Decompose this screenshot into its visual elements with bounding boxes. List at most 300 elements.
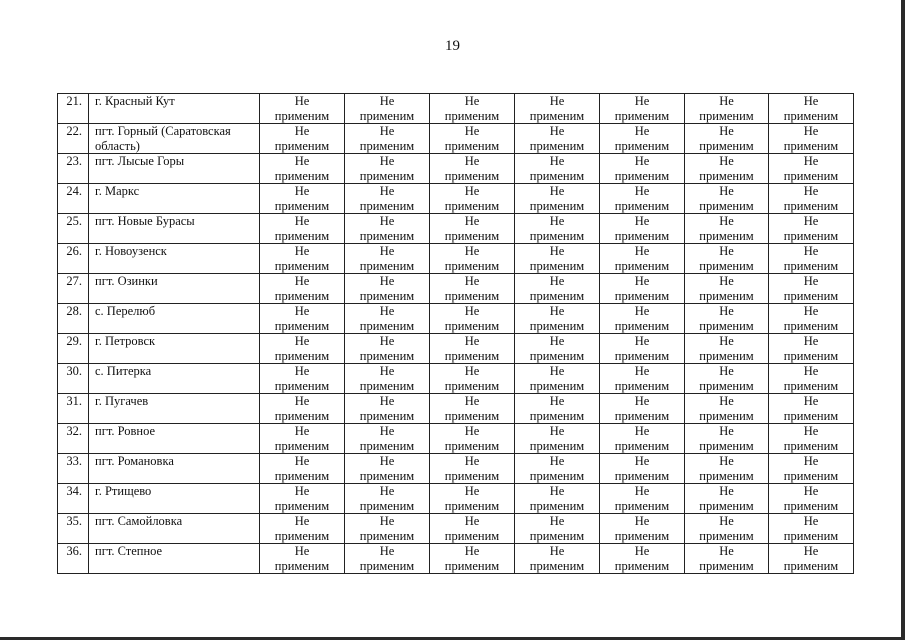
status-cell [430, 124, 515, 154]
status-line-1: Не [549, 454, 565, 468]
status-line-1: Не [634, 544, 650, 558]
status-line-1: Не [803, 454, 819, 468]
status-cell [430, 424, 515, 454]
status-cell [769, 424, 854, 454]
status-cell [345, 304, 430, 334]
status-cell [769, 454, 854, 484]
status-line-1: Не [803, 334, 819, 348]
status-line-2: применим [614, 558, 670, 573]
status-cell [260, 124, 345, 154]
row-number: 24. [58, 184, 89, 214]
status-line-2: применим [783, 258, 839, 273]
status-line-1: Не [634, 214, 650, 228]
status-cell [600, 184, 685, 214]
status-cell [430, 184, 515, 214]
status-line-1: Не [464, 454, 480, 468]
row-number: 21. [58, 94, 89, 124]
status-line-1: Не [719, 154, 734, 168]
status-cell [600, 424, 685, 454]
status-cell [769, 154, 854, 184]
status-line-2: применим [783, 408, 839, 423]
status-cell [515, 154, 600, 184]
status-cell [430, 334, 515, 364]
status-cell [345, 424, 430, 454]
status-cell [685, 364, 769, 394]
status-cell [515, 364, 600, 394]
status-cell [685, 94, 769, 124]
status-cell [515, 544, 600, 574]
status-line-1: Не [294, 514, 310, 528]
status-line-1: Не [634, 94, 650, 108]
scan-edge-right [901, 0, 905, 640]
status-line-2: применим [614, 168, 670, 183]
status-line-2: применим [614, 468, 670, 483]
status-line-2: применим [783, 198, 839, 213]
status-cell [260, 364, 345, 394]
status-cell [769, 94, 854, 124]
status-line-1: Не [549, 334, 565, 348]
status-cell [345, 454, 430, 484]
status-line-1: Не [379, 244, 395, 258]
status-cell [769, 244, 854, 274]
status-line-2: применим [274, 408, 330, 423]
status-line-1: Не [294, 304, 310, 318]
status-line-2: применим [444, 498, 500, 513]
status-line-2: применим [699, 288, 754, 303]
status-cell [600, 514, 685, 544]
row-number: 26. [58, 244, 89, 274]
status-line-2: применим [699, 408, 754, 423]
status-cell [260, 184, 345, 214]
status-line-1: Не [379, 184, 395, 198]
status-line-1: Не [803, 514, 819, 528]
status-line-2: применим [529, 288, 585, 303]
status-line-2: применим [359, 288, 415, 303]
status-line-1: Не [379, 94, 395, 108]
status-line-2: применим [529, 138, 585, 153]
table-row [58, 94, 854, 124]
status-cell [769, 214, 854, 244]
status-cell [515, 94, 600, 124]
status-line-2: применим [529, 198, 585, 213]
status-cell [260, 244, 345, 274]
status-line-2: применим [444, 288, 500, 303]
status-cell [685, 244, 769, 274]
table-row [58, 184, 854, 214]
status-line-2: применим [274, 288, 330, 303]
status-cell [430, 364, 515, 394]
status-line-1: Не [379, 394, 395, 408]
table-row [58, 334, 854, 364]
status-line-1: Не [803, 304, 819, 318]
status-line-2: применим [274, 558, 330, 573]
status-line-1: Не [634, 124, 650, 138]
settlement-name: с. Питерка [89, 364, 260, 394]
status-line-2: применим [699, 498, 754, 513]
table-row [58, 124, 854, 154]
status-line-2: применим [274, 108, 330, 123]
status-line-1: Не [379, 364, 395, 378]
status-line-2: применим [444, 438, 500, 453]
status-line-1: Не [634, 244, 650, 258]
status-line-1: Не [379, 424, 395, 438]
status-line-1: Не [549, 214, 565, 228]
status-line-1: Не [719, 544, 734, 558]
status-line-2: применим [614, 138, 670, 153]
status-line-1: Не [294, 124, 310, 138]
table-row [58, 544, 854, 574]
status-line-1: Не [634, 154, 650, 168]
status-line-1: Не [464, 304, 480, 318]
status-cell [769, 334, 854, 364]
status-cell [515, 484, 600, 514]
table-row [58, 454, 854, 484]
status-cell [260, 274, 345, 304]
status-line-2: применим [699, 528, 754, 543]
status-cell [260, 484, 345, 514]
row-number: 36. [58, 544, 89, 574]
row-number: 29. [58, 334, 89, 364]
status-line-1: Не [634, 274, 650, 288]
status-line-2: применим [614, 228, 670, 243]
status-line-1: Не [634, 454, 650, 468]
status-line-2: применим [783, 138, 839, 153]
status-cell [600, 154, 685, 184]
status-cell [260, 214, 345, 244]
status-line-1: Не [464, 394, 480, 408]
status-line-2: применим [783, 318, 839, 333]
status-line-1: Не [634, 514, 650, 528]
status-cell [600, 274, 685, 304]
status-line-1: Не [549, 304, 565, 318]
status-cell [600, 394, 685, 424]
status-line-1: Не [719, 424, 734, 438]
status-line-1: Не [379, 304, 395, 318]
status-line-2: применим [359, 228, 415, 243]
row-number: 31. [58, 394, 89, 424]
status-line-2: применим [444, 348, 500, 363]
status-line-1: Не [549, 484, 565, 498]
status-cell [515, 514, 600, 544]
status-cell [345, 244, 430, 274]
status-cell [260, 454, 345, 484]
status-line-2: применим [529, 558, 585, 573]
status-line-2: применим [274, 528, 330, 543]
row-number: 30. [58, 364, 89, 394]
status-line-1: Не [803, 394, 819, 408]
status-line-2: применим [783, 438, 839, 453]
status-line-1: Не [464, 484, 480, 498]
status-line-1: Не [803, 94, 819, 108]
status-cell [430, 154, 515, 184]
status-line-1: Не [379, 454, 395, 468]
status-cell [685, 394, 769, 424]
status-line-2: применим [444, 168, 500, 183]
status-cell [515, 214, 600, 244]
status-line-2: применим [529, 438, 585, 453]
status-cell [515, 424, 600, 454]
status-line-2: применим [529, 168, 585, 183]
status-line-2: применим [783, 528, 839, 543]
status-cell [600, 214, 685, 244]
status-line-1: Не [294, 274, 310, 288]
status-line-1: Не [294, 424, 310, 438]
status-line-2: применим [614, 288, 670, 303]
status-line-1: Не [464, 334, 480, 348]
status-cell [685, 514, 769, 544]
status-cell [430, 394, 515, 424]
settlement-name: г. Маркс [89, 184, 260, 214]
status-line-1: Не [634, 394, 650, 408]
status-line-2: применим [359, 168, 415, 183]
status-line-1: Не [549, 274, 565, 288]
status-cell [515, 124, 600, 154]
status-line-2: применим [529, 258, 585, 273]
status-line-1: Не [379, 484, 395, 498]
status-line-2: применим [444, 378, 500, 393]
status-line-2: применим [359, 438, 415, 453]
status-line-1: Не [634, 424, 650, 438]
table-row [58, 154, 854, 184]
status-cell [515, 184, 600, 214]
status-line-1: Не [719, 334, 734, 348]
row-number: 23. [58, 154, 89, 184]
status-cell [600, 94, 685, 124]
status-line-2: применим [444, 528, 500, 543]
status-line-1: Не [294, 544, 310, 558]
status-line-1: Не [549, 154, 565, 168]
status-line-2: применим [783, 228, 839, 243]
status-line-2: применим [614, 258, 670, 273]
status-line-2: применим [444, 228, 500, 243]
settlement-name: пгт. Новые Бурасы [89, 214, 260, 244]
status-cell [515, 394, 600, 424]
status-line-2: применим [614, 378, 670, 393]
status-cell [260, 514, 345, 544]
status-line-2: применим [699, 138, 754, 153]
status-line-2: применим [529, 468, 585, 483]
status-cell [685, 334, 769, 364]
table-row [58, 364, 854, 394]
status-line-1: Не [549, 544, 565, 558]
row-number: 25. [58, 214, 89, 244]
settlement-name: с. Перелюб [89, 304, 260, 334]
status-line-2: применим [274, 258, 330, 273]
table-row [58, 244, 854, 274]
settlement-name: пгт. Озинки [89, 274, 260, 304]
status-line-1: Не [719, 304, 734, 318]
status-line-1: Не [464, 124, 480, 138]
status-line-2: применим [274, 378, 330, 393]
status-line-1: Не [634, 334, 650, 348]
status-line-1: Не [379, 154, 395, 168]
status-line-2: применим [699, 348, 754, 363]
status-line-1: Не [464, 544, 480, 558]
status-line-1: Не [803, 244, 819, 258]
status-cell [600, 454, 685, 484]
status-line-2: применим [783, 468, 839, 483]
status-cell [430, 94, 515, 124]
status-cell [685, 274, 769, 304]
status-cell [430, 304, 515, 334]
status-cell [600, 364, 685, 394]
status-line-1: Не [803, 124, 819, 138]
table-row [58, 484, 854, 514]
status-cell [345, 274, 430, 304]
status-cell [600, 124, 685, 154]
status-line-1: Не [549, 184, 565, 198]
status-line-2: применим [359, 258, 415, 273]
status-line-1: Не [379, 274, 395, 288]
status-line-2: применим [529, 348, 585, 363]
status-line-2: применим [274, 438, 330, 453]
status-cell [769, 394, 854, 424]
status-cell [430, 214, 515, 244]
status-cell [345, 394, 430, 424]
status-line-2: применим [783, 498, 839, 513]
settlement-name: г. Пугачев [89, 394, 260, 424]
status-cell [769, 304, 854, 334]
status-line-1: Не [803, 214, 819, 228]
status-cell [260, 94, 345, 124]
table-row [58, 394, 854, 424]
table-row [58, 424, 854, 454]
status-line-2: применим [614, 108, 670, 123]
status-line-2: применим [444, 318, 500, 333]
row-number: 27. [58, 274, 89, 304]
status-line-2: применим [444, 198, 500, 213]
status-line-1: Не [719, 274, 734, 288]
status-cell [260, 334, 345, 364]
status-line-1: Не [294, 484, 310, 498]
row-number: 34. [58, 484, 89, 514]
status-line-2: применим [359, 318, 415, 333]
status-cell [345, 154, 430, 184]
row-number: 35. [58, 514, 89, 544]
status-cell [685, 454, 769, 484]
status-cell [769, 184, 854, 214]
status-cell [685, 214, 769, 244]
status-line-2: применим [783, 288, 839, 303]
table-row [58, 214, 854, 244]
status-cell [600, 544, 685, 574]
status-line-2: применим [359, 108, 415, 123]
row-number: 32. [58, 424, 89, 454]
status-cell [769, 484, 854, 514]
status-line-2: применим [529, 108, 585, 123]
status-line-1: Не [379, 514, 395, 528]
status-line-2: применим [699, 378, 754, 393]
status-line-2: применим [529, 408, 585, 423]
status-cell [345, 94, 430, 124]
status-cell [600, 304, 685, 334]
status-line-2: применим [274, 168, 330, 183]
status-cell [769, 124, 854, 154]
status-line-1: Не [549, 94, 565, 108]
status-line-1: Не [719, 244, 734, 258]
status-line-1: Не [719, 484, 734, 498]
status-cell [515, 244, 600, 274]
status-line-2: применим [444, 108, 500, 123]
status-cell [260, 154, 345, 184]
status-cell [685, 304, 769, 334]
status-line-1: Не [379, 334, 395, 348]
settlement-name: пгт. Самойловка [89, 514, 260, 544]
status-line-2: применим [699, 258, 754, 273]
status-cell [345, 484, 430, 514]
status-line-1: Не [294, 454, 310, 468]
status-cell [430, 244, 515, 274]
status-cell [345, 334, 430, 364]
status-cell [345, 544, 430, 574]
status-line-1: Не [634, 184, 650, 198]
status-cell [515, 274, 600, 304]
status-line-2: применим [614, 528, 670, 543]
settlement-name: пгт. Романовка [89, 454, 260, 484]
table-row [58, 304, 854, 334]
status-line-2: применим [274, 138, 330, 153]
status-line-1: Не [803, 424, 819, 438]
status-cell [685, 154, 769, 184]
status-cell [430, 514, 515, 544]
settlements-table [57, 93, 854, 574]
status-line-1: Не [803, 154, 819, 168]
status-line-1: Не [803, 274, 819, 288]
status-line-1: Не [294, 334, 310, 348]
status-line-2: применим [359, 558, 415, 573]
settlement-name: г. Новоузенск [89, 244, 260, 274]
status-line-2: применим [614, 348, 670, 363]
status-cell [345, 214, 430, 244]
row-number: 33. [58, 454, 89, 484]
status-line-2: применим [274, 318, 330, 333]
status-line-1: Не [803, 484, 819, 498]
status-cell [345, 124, 430, 154]
status-cell [769, 544, 854, 574]
status-cell [345, 184, 430, 214]
status-line-2: применим [699, 108, 754, 123]
status-line-2: применим [529, 378, 585, 393]
status-cell [685, 424, 769, 454]
page-number: 19 [445, 38, 460, 54]
status-line-1: Не [294, 184, 310, 198]
status-line-1: Не [719, 454, 734, 468]
status-line-1: Не [464, 364, 480, 378]
status-line-2: применим [783, 108, 839, 123]
status-cell [430, 484, 515, 514]
status-cell [769, 514, 854, 544]
status-cell [515, 304, 600, 334]
status-line-1: Не [379, 214, 395, 228]
status-cell [515, 454, 600, 484]
status-cell [430, 274, 515, 304]
status-line-2: применим [699, 318, 754, 333]
status-line-2: применим [444, 258, 500, 273]
status-line-1: Не [803, 544, 819, 558]
status-line-2: применим [274, 468, 330, 483]
status-line-1: Не [549, 364, 565, 378]
status-line-1: Не [803, 364, 819, 378]
status-cell [260, 424, 345, 454]
settlement-name: г. Ртищево [89, 484, 260, 514]
status-line-1: Не [294, 94, 310, 108]
status-cell [345, 514, 430, 544]
status-line-1: Не [294, 394, 310, 408]
status-line-2: применим [699, 558, 754, 573]
status-line-1: Не [634, 304, 650, 318]
settlement-name: пгт. Лысые Горы [89, 154, 260, 184]
status-line-1: Не [464, 184, 480, 198]
